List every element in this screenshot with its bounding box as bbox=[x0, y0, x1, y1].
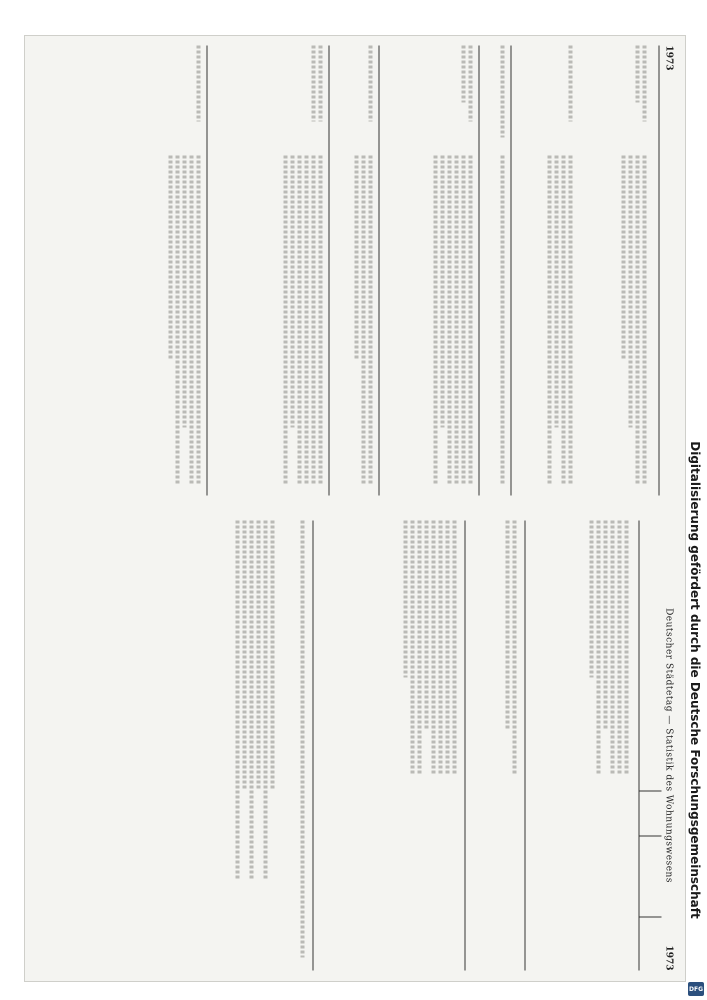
row-body bbox=[587, 521, 632, 782]
rotated-sheet bbox=[36, 46, 676, 971]
table-column bbox=[640, 791, 662, 837]
left-page bbox=[36, 46, 676, 496]
section-rule bbox=[511, 46, 512, 496]
section-rule bbox=[479, 46, 480, 496]
table-row bbox=[320, 521, 460, 971]
section-row bbox=[386, 46, 476, 496]
table-column bbox=[640, 836, 662, 918]
row-rule bbox=[465, 521, 466, 971]
row-body bbox=[352, 156, 376, 496]
table-row bbox=[158, 521, 278, 971]
row-body bbox=[498, 156, 508, 496]
table-row bbox=[284, 521, 308, 971]
right-page bbox=[36, 521, 676, 971]
table-row bbox=[532, 521, 632, 971]
row-label bbox=[366, 46, 376, 141]
section-row bbox=[336, 46, 376, 496]
row-body bbox=[281, 156, 326, 496]
row-body bbox=[233, 521, 278, 971]
row-label bbox=[498, 46, 508, 141]
row-label bbox=[309, 46, 326, 141]
row-body bbox=[503, 521, 520, 782]
section-row bbox=[482, 46, 508, 496]
running-head: Deutscher Städtetag — Statistik des Wohnungswesens bbox=[663, 608, 674, 883]
section-row bbox=[518, 46, 576, 496]
section-rule bbox=[207, 46, 208, 496]
row-body bbox=[166, 156, 204, 496]
row-label bbox=[566, 46, 576, 141]
digitization-notice: Digitalisierung gefördert durch die Deutsche Forschungsgemeinschaft bbox=[688, 441, 702, 919]
scanned-document bbox=[24, 35, 686, 982]
row-label bbox=[194, 46, 204, 141]
section-row bbox=[580, 46, 650, 496]
row-body bbox=[619, 156, 650, 496]
digitization-footer bbox=[688, 380, 702, 1000]
left-page-number: 1973 bbox=[663, 45, 674, 71]
row-body bbox=[401, 521, 460, 782]
right-page-number: 1973 bbox=[663, 945, 674, 971]
row-rule bbox=[313, 521, 314, 971]
row-body bbox=[431, 156, 476, 496]
row-body bbox=[298, 521, 308, 971]
row-rule bbox=[525, 521, 526, 971]
row-label bbox=[633, 46, 650, 141]
section-rule bbox=[379, 46, 380, 496]
table-row bbox=[470, 521, 520, 971]
section-row bbox=[216, 46, 326, 496]
header-rule bbox=[659, 46, 660, 496]
table-column bbox=[640, 917, 662, 972]
section-row bbox=[94, 46, 204, 496]
table-header bbox=[639, 521, 662, 971]
row-label bbox=[459, 46, 476, 141]
section-rule bbox=[329, 46, 330, 496]
dfg-logo-icon: DFG bbox=[688, 982, 704, 996]
row-body bbox=[545, 156, 576, 496]
